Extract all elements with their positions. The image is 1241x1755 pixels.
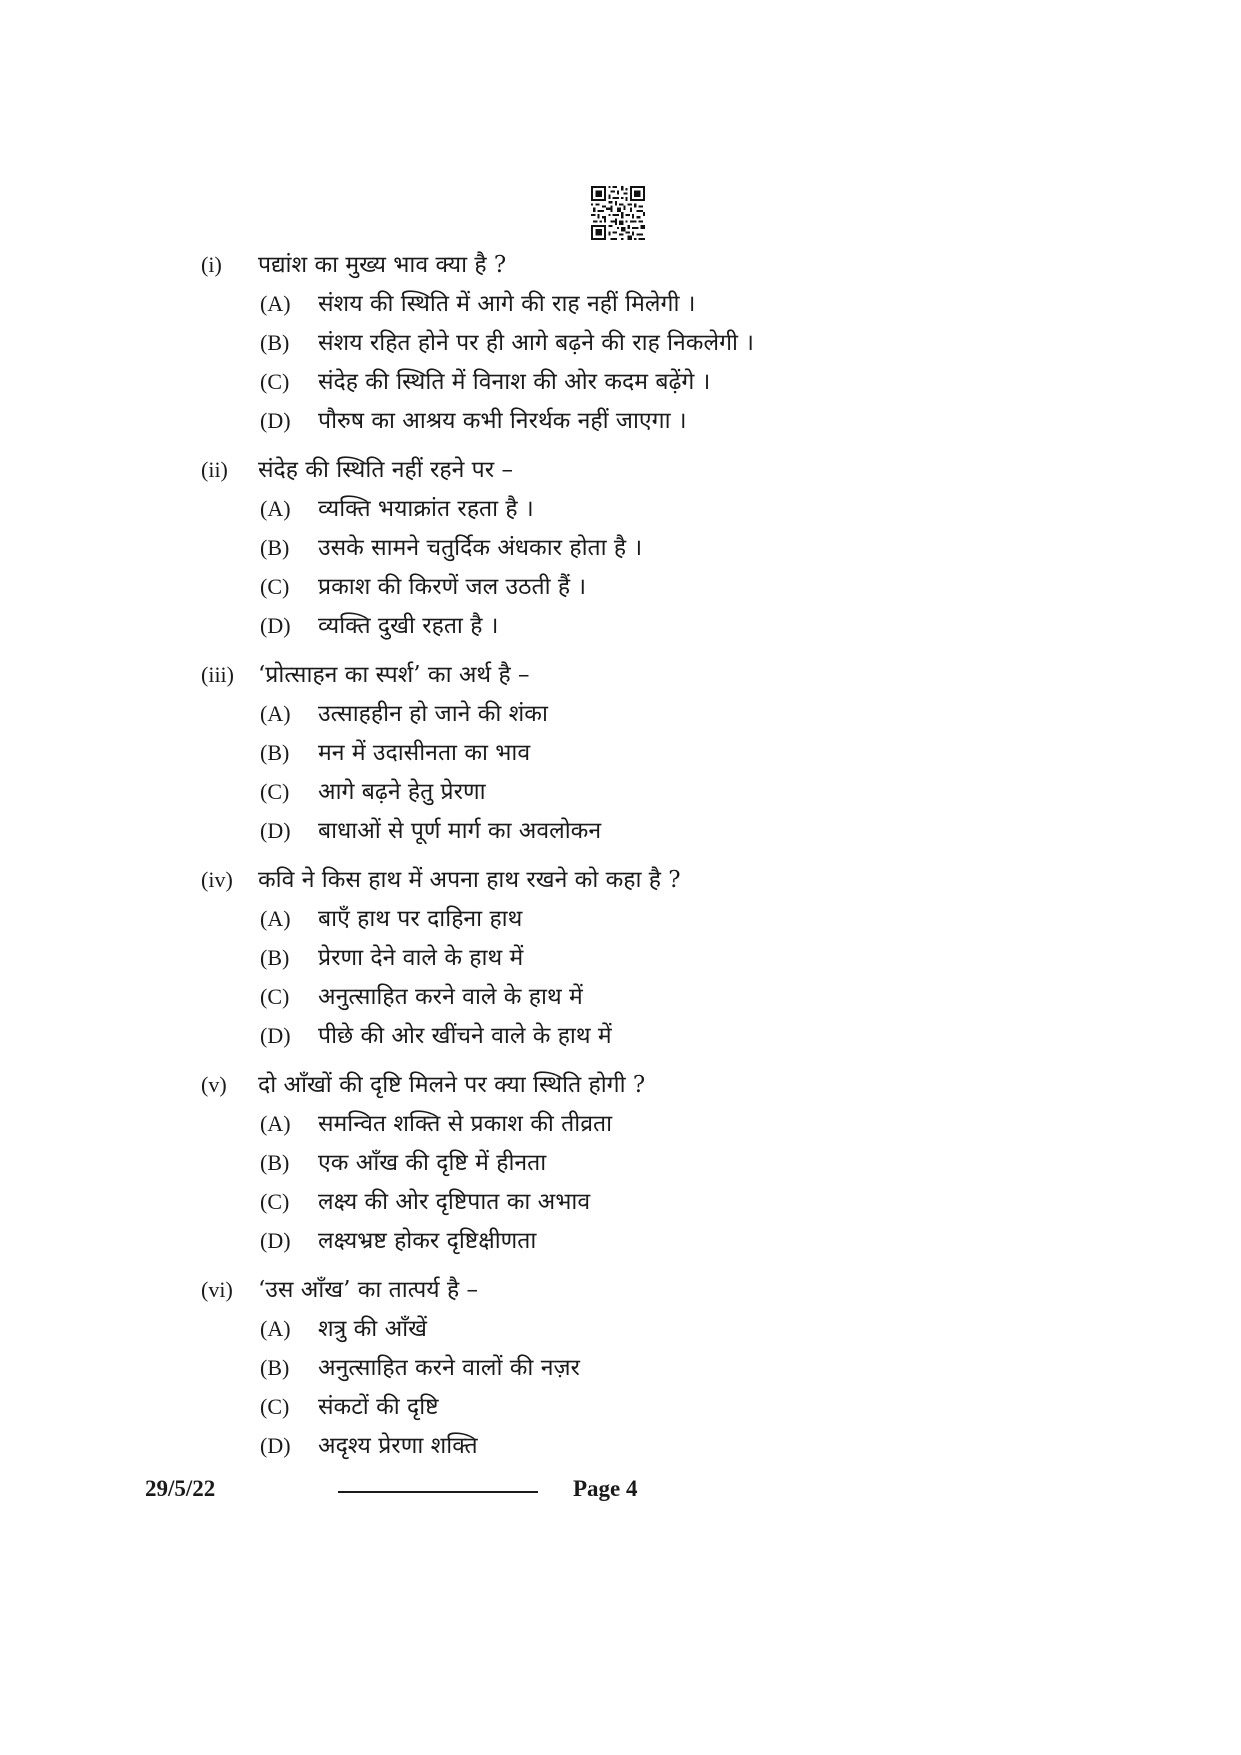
option-text: संशय रहित होने पर ही आगे बढ़ने की राह निकलेगी । (318, 330, 755, 356)
question-text: संदेह की स्थिति नहीं रहने पर – (258, 457, 513, 483)
option-item (260, 362, 1101, 401)
option-text: अदृश्य प्रेरणा शक्ति (318, 1433, 478, 1459)
question-text: ‘प्रोत्साहन का स्पर्श’ का अर्थ है – (258, 662, 530, 688)
footer-divider (338, 1491, 538, 1493)
option-text: आगे बढ़ने हेतु प्रेरणा (318, 779, 486, 805)
option-letter: (D) (260, 613, 291, 638)
option-letter: (C) (260, 779, 290, 804)
option-letter: (A) (260, 291, 291, 316)
option-text: लक्ष्य की ओर दृष्टिपात का अभाव (318, 1189, 591, 1215)
option-letter: (D) (260, 1433, 291, 1458)
option-text: बाधाओं से पूर्ण मार्ग का अवलोकन (318, 818, 602, 844)
option-item (260, 1182, 1101, 1221)
option-list (260, 899, 1101, 1055)
option-item (260, 489, 1101, 528)
option-text: समन्वित शक्ति से प्रकाश की तीव्रता (318, 1111, 613, 1137)
option-item (260, 1016, 1101, 1055)
option-letter: (D) (260, 1228, 291, 1253)
option-text: प्रेरणा देने वाले के हाथ में (318, 945, 524, 971)
option-text: लक्ष्यभ्रष्ट होकर दृष्टिक्षीणता (318, 1228, 537, 1254)
question-number: (i) (201, 252, 222, 277)
option-item (260, 401, 1101, 440)
option-item (260, 977, 1101, 1016)
option-item (260, 1221, 1101, 1260)
option-letter: (C) (260, 574, 290, 599)
paper-code: 29/5/22 (145, 1476, 216, 1501)
option-item (260, 1104, 1101, 1143)
option-letter: (B) (260, 330, 290, 355)
question-number: (iii) (201, 662, 234, 687)
option-list (260, 489, 1101, 645)
option-letter: (C) (260, 984, 290, 1009)
page-number: Page 4 (573, 1476, 638, 1501)
option-letter: (C) (260, 369, 290, 394)
option-text: अनुत्साहित करने वालों की नज़र (318, 1355, 580, 1381)
option-text: पौरुष का आश्रय कभी निरर्थक नहीं जाएगा । (318, 408, 687, 434)
option-text: व्यक्ति दुखी रहता है । (318, 613, 499, 639)
option-item (260, 1348, 1101, 1387)
option-text: एक आँख की दृष्टि में हीनता (318, 1150, 547, 1176)
question-list (201, 245, 1101, 1475)
option-item (260, 938, 1101, 977)
option-letter: (B) (260, 1150, 290, 1175)
option-item (260, 772, 1101, 811)
option-letter: (B) (260, 945, 290, 970)
option-text: बाएँ हाथ पर दाहिना हाथ (318, 906, 523, 932)
question-row (201, 245, 1101, 284)
option-item (260, 323, 1101, 362)
option-letter: (B) (260, 740, 290, 765)
question-row (201, 1065, 1101, 1104)
question-text: ‘उस आँख’ का तात्पर्य है – (258, 1277, 478, 1303)
question-block (201, 245, 1101, 440)
question-text: दो आँखों की दृष्टि मिलने पर क्या स्थिति होगी ? (258, 1072, 646, 1098)
question-text: कवि ने किस हाथ में अपना हाथ रखने को कहा है ? (258, 867, 681, 893)
option-text: व्यक्ति भयाक्रांत रहता है । (318, 496, 534, 522)
option-letter: (B) (260, 535, 290, 560)
option-letter: (C) (260, 1394, 290, 1419)
qr-code-icon (591, 186, 645, 240)
option-letter: (D) (260, 408, 291, 433)
question-number: (vi) (201, 1277, 233, 1302)
option-letter: (B) (260, 1355, 290, 1380)
question-block (201, 450, 1101, 645)
question-block (201, 860, 1101, 1055)
question-block (201, 655, 1101, 850)
option-letter: (D) (260, 818, 291, 843)
option-letter: (D) (260, 1023, 291, 1048)
option-letter: (A) (260, 496, 291, 521)
option-letter: (A) (260, 1111, 291, 1136)
option-item (260, 694, 1101, 733)
option-item (260, 1143, 1101, 1182)
option-item (260, 899, 1101, 938)
question-number: (iv) (201, 867, 233, 892)
option-list (260, 1104, 1101, 1260)
option-text: संदेह की स्थिति में विनाश की ओर कदम बढ़ेंगे । (318, 369, 711, 395)
option-list (260, 284, 1101, 440)
option-letter: (A) (260, 1316, 291, 1341)
option-text: पीछे की ओर खींचने वाले के हाथ में (318, 1023, 612, 1049)
option-item (260, 1387, 1101, 1426)
option-item (260, 1309, 1101, 1348)
option-text: प्रकाश की किरणें जल उठती हैं । (318, 574, 587, 600)
option-text: अनुत्साहित करने वाले के हाथ में (318, 984, 583, 1010)
question-row (201, 450, 1101, 489)
question-block (201, 1270, 1101, 1465)
option-item (260, 606, 1101, 645)
option-letter: (A) (260, 701, 291, 726)
option-letter: (A) (260, 906, 291, 931)
option-item (260, 811, 1101, 850)
question-row (201, 1270, 1101, 1309)
question-number: (v) (201, 1072, 227, 1097)
option-text: उसके सामने चतुर्दिक अंधकार होता है । (318, 535, 643, 561)
option-item (260, 284, 1101, 323)
option-text: शत्रु की आँखें (318, 1316, 427, 1342)
option-list (260, 1309, 1101, 1465)
option-item (260, 567, 1101, 606)
option-text: संशय की स्थिति में आगे की राह नहीं मिलेगी । (318, 291, 696, 317)
option-text: उत्साहहीन हो जाने की शंका (318, 701, 548, 727)
option-item (260, 528, 1101, 567)
option-item (260, 1426, 1101, 1465)
option-item (260, 733, 1101, 772)
question-number: (ii) (201, 457, 228, 482)
option-list (260, 694, 1101, 850)
question-row (201, 655, 1101, 694)
question-block (201, 1065, 1101, 1260)
question-text: पद्यांश का मुख्य भाव क्या है ? (258, 252, 507, 278)
option-letter: (C) (260, 1189, 290, 1214)
option-text: मन में उदासीनता का भाव (318, 740, 531, 766)
question-row (201, 860, 1101, 899)
option-text: संकटों की दृष्टि (318, 1394, 439, 1420)
